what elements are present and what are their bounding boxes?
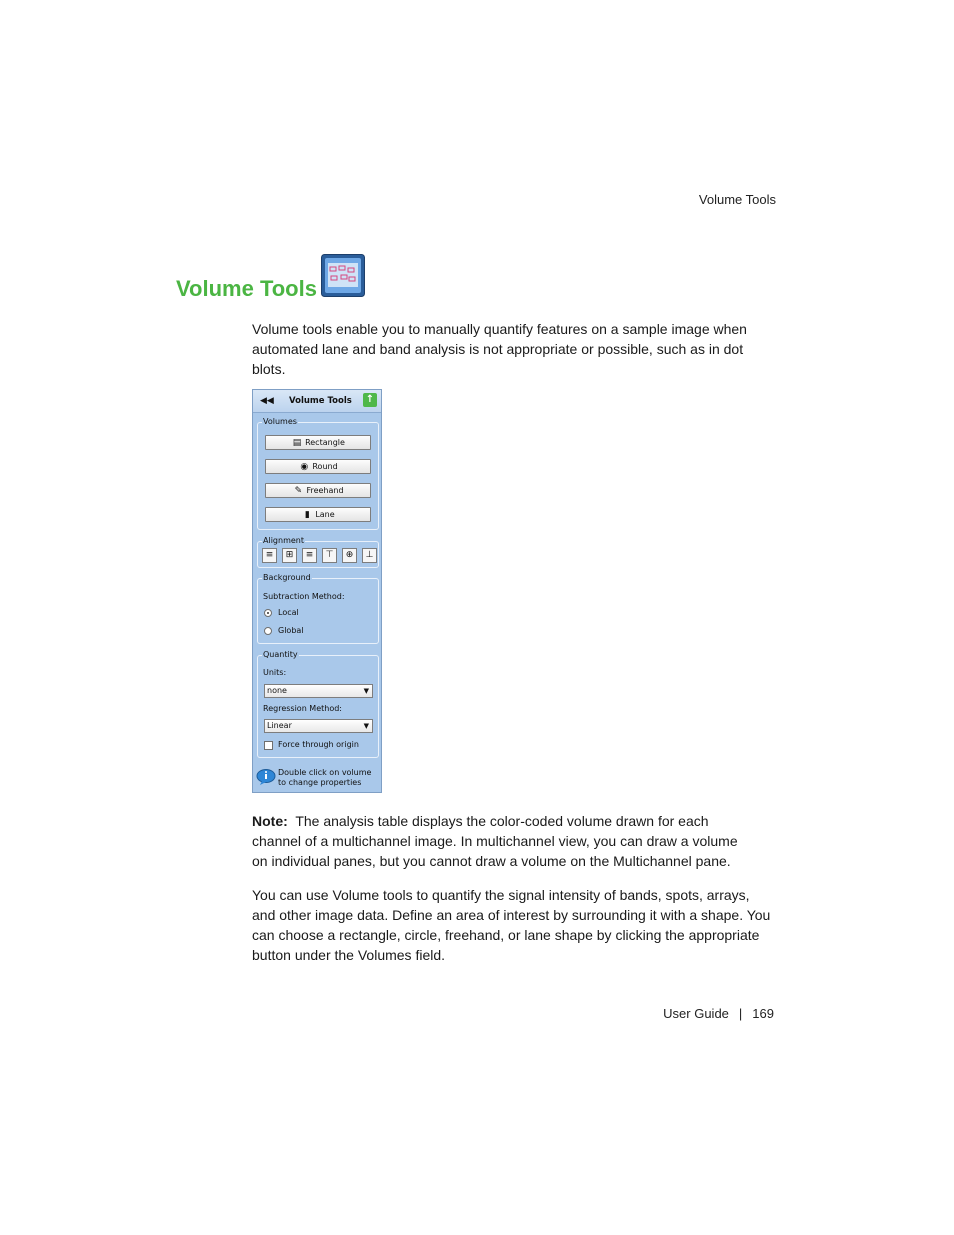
rectangle-label: Rectangle <box>305 438 345 447</box>
units-value: none <box>267 686 287 695</box>
align-top-icon[interactable]: ⊤ <box>322 548 337 563</box>
align-center-icon[interactable]: ⊞ <box>282 548 297 563</box>
lane-label: Lane <box>315 510 335 519</box>
body-paragraph: You can use Volume tools to quantify the signal intensity of bands, spots, arrays, and other image data. Define an area of interest by surrounding it with a shape. You can choose a rectangle, circle, freehand, or lane shape by clicking the appropriate button under the Volumes field. <box>252 887 771 963</box>
chevron-down-icon: ▼ <box>363 687 369 695</box>
round-button[interactable] <box>265 459 371 474</box>
note-text: The analysis table displays the color-coded volume drawn for each channel of a multichannel image. In multichannel view, you can draw a volume on individual panes, but you cannot draw a volume on the Multichannel pane. <box>252 813 738 869</box>
local-radio[interactable] <box>264 609 272 617</box>
freehand-icon: ✎ <box>294 486 303 496</box>
running-head: Volume Tools <box>698 192 776 207</box>
note-label: Note: <box>252 813 288 829</box>
alignment-legend: Alignment <box>263 536 304 545</box>
quantity-group <box>257 650 379 758</box>
global-label: Global <box>278 626 304 635</box>
volumes-group <box>257 417 379 530</box>
panel-title: Volume Tools <box>289 396 352 406</box>
note-paragraph <box>252 811 752 871</box>
global-radio[interactable] <box>264 627 272 635</box>
volume-tools-icon <box>321 254 365 297</box>
regression-method-label: Regression Method: <box>263 704 342 713</box>
align-bottom-icon[interactable]: ⊥ <box>362 548 377 563</box>
units-select[interactable] <box>264 684 373 698</box>
freehand-button[interactable] <box>265 483 371 498</box>
freehand-label: Freehand <box>306 486 344 495</box>
round-label: Round <box>312 462 338 471</box>
units-label: Units: <box>263 668 287 677</box>
chevron-down-icon: ▼ <box>363 722 369 730</box>
panel-header <box>253 390 381 413</box>
regression-select[interactable] <box>264 719 373 733</box>
volumes-legend: Volumes <box>263 417 297 426</box>
align-right-icon[interactable]: ≡ <box>302 548 317 563</box>
force-origin-label: Force through origin <box>278 740 359 749</box>
rectangle-icon: ▤ <box>292 438 302 448</box>
background-group <box>257 573 379 644</box>
page-footer: User Guide | 169 <box>663 1006 774 1021</box>
force-origin-checkbox[interactable] <box>264 741 273 750</box>
local-label: Local <box>278 608 299 617</box>
regression-value: Linear <box>267 721 292 730</box>
rectangle-button[interactable] <box>265 435 371 450</box>
section-title: Volume Tools <box>176 276 317 301</box>
background-legend: Background <box>263 573 311 582</box>
page-number: 169 <box>752 1006 774 1021</box>
upload-arrow-icon[interactable]: ↑ <box>363 393 377 407</box>
volume-tools-panel <box>252 389 382 793</box>
quantity-legend: Quantity <box>263 650 298 659</box>
subtraction-method-label: Subtraction Method: <box>263 592 345 601</box>
lane-button[interactable] <box>265 507 371 522</box>
info-bubble-icon <box>256 768 276 786</box>
lane-icon: ▮ <box>304 510 310 520</box>
hint-text: Double click on volume to change properties <box>278 768 372 787</box>
align-left-icon[interactable]: ≡ <box>262 548 277 563</box>
intro-paragraph: Volume tools enable you to manually quantify features on a sample image when automated lane and band analysis is not appropriate or possible, such as in dot blots. <box>252 321 747 377</box>
alignment-group <box>257 536 379 568</box>
footer-guide: User Guide <box>663 1006 729 1021</box>
round-icon: ◉ <box>300 462 309 472</box>
align-middle-icon[interactable]: ⊕ <box>342 548 357 563</box>
collapse-icon[interactable]: ◀◀ <box>260 396 274 406</box>
